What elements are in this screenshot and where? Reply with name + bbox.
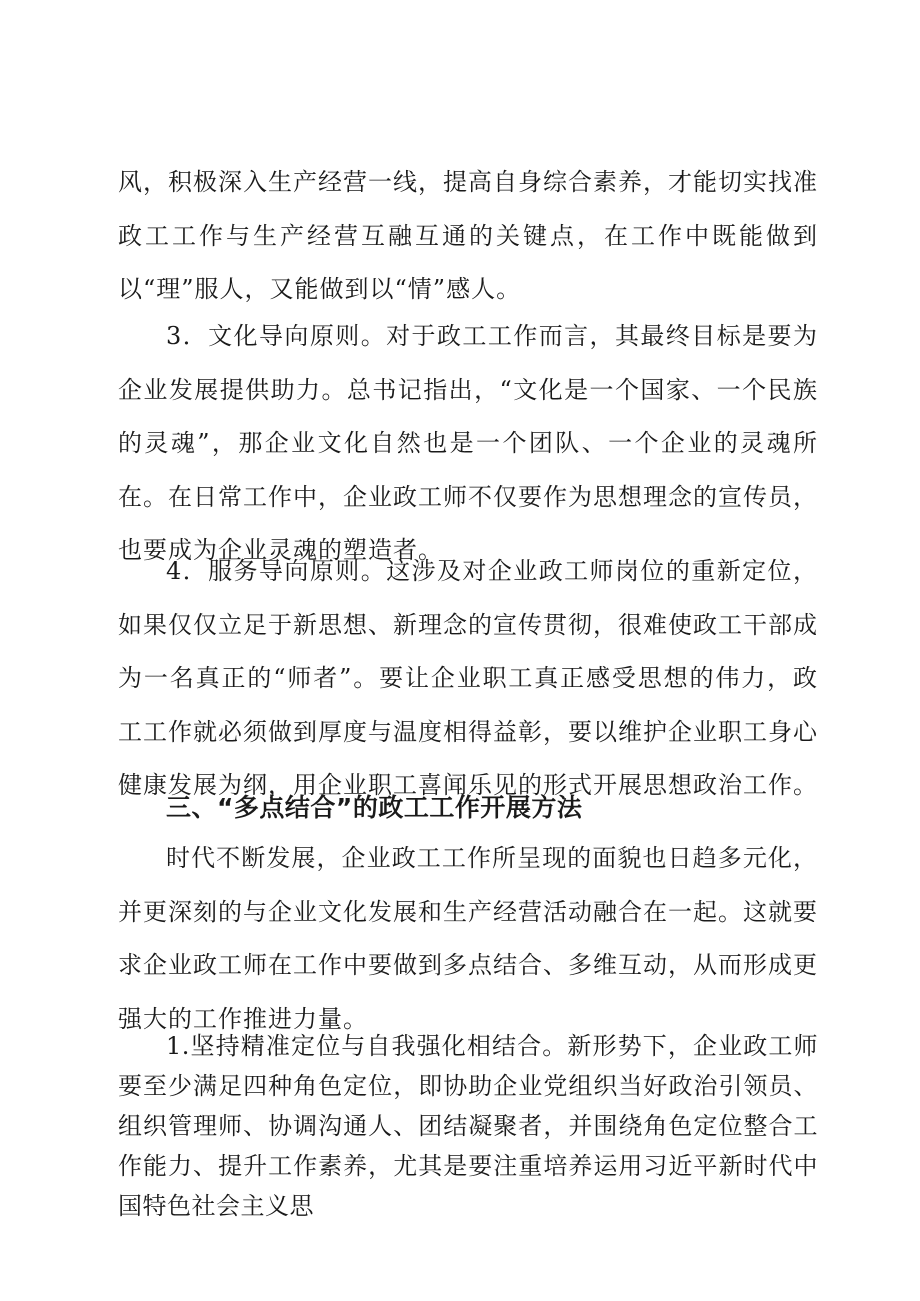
paragraph-continued: 风，积极深入生产经营一线，提高自身综合素养，才能切实找准政工工作与生产经营互融互通的关键点，在工作中既能做到以“理”服人，又能做到以“情”感人。	[118, 168, 818, 303]
paragraph-service-principle: 4．服务导向原则。这涉及对企业政工师岗位的重新定位，如果仅仅立足于新思想、新理念的宣传贯彻，很难使政工干部成为一名真正的“师者”。要让企业职工真正感受思想的伟力，政工工作就必须做到厚度与温度相得益彰，要以维护企业职工身心健康发展为纲，用企业职工喜闻乐见的形式开展思想政治工作。	[118, 557, 818, 799]
paragraph-section-intro: 时代不断发展，企业政工工作所呈现的面貌也日趋多元化，并更深刻的与企业文化发展和生产经营活动融合在一起。这就要求企业政工师在工作中要做到多点结合、多维互动，从而形成更强大的工作推进力量。	[118, 844, 818, 1033]
paragraph-precise-positioning: 1.坚持精准定位与自我强化相结合。新形势下，企业政工师要至少满足四种角色定位，即协助企业党组织当好政治引领员、组织管理师、协调沟通人、团结凝聚者，并围绕角色定位整合工作能力、提升工作素养，尤其是要注重培养运用习近平新时代中国特色社会主义思	[118, 1032, 818, 1220]
paragraph-culture-principle: 3．文化导向原则。对于政工工作而言，其最终目标是要为企业发展提供助力。总书记指出，“文化是一个国家、一个民族的灵魂”，那企业文化自然也是一个团队、一个企业的灵魂所在。在日常工作中，企业政工师不仅要作为思想理念的宣传员，也要成为企业灵魂的塑造者。	[118, 322, 818, 564]
section-heading: 三、“多点结合”的政工工作开展方法	[166, 793, 583, 822]
